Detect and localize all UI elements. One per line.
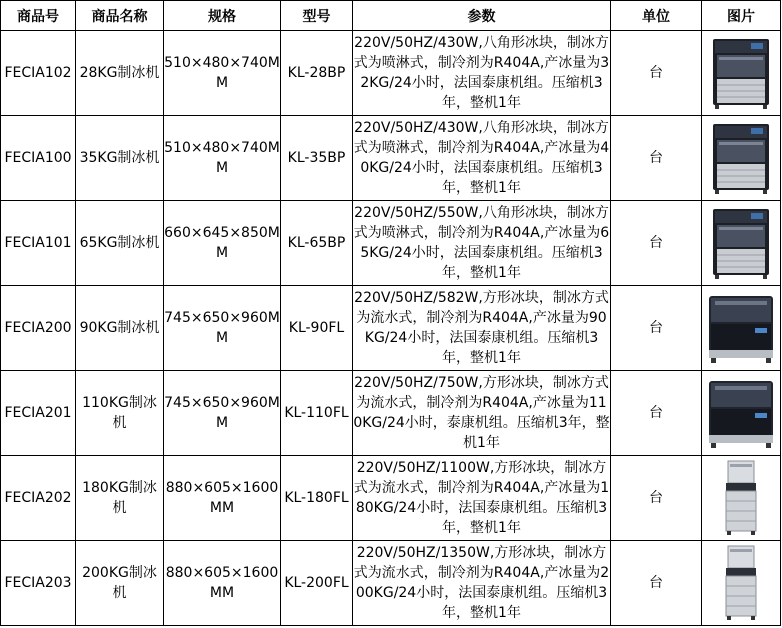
spec-cell: 880×605×1600MM: [164, 456, 281, 541]
wide-ice-maker-icon: [705, 290, 777, 366]
header-product-no: 商品号: [1, 1, 76, 31]
header-product-name: 商品名称: [76, 1, 164, 31]
product-name-cell: 35KG制冰机: [76, 116, 164, 201]
model-cell: KL-35BP: [281, 116, 353, 201]
model-cell: KL-180FL: [281, 456, 353, 541]
table-row: [1, 371, 781, 456]
product-no-cell: FECIA200: [1, 286, 76, 371]
params-cell: 220V/50HZ/430W,八角形冰块，制冰方式为喷淋式，制冷剂为R404A,产冰量为32KG/24小时，法国泰康机组。压缩机3年，整机1年: [353, 31, 611, 116]
product-no-cell: FECIA102: [1, 31, 76, 116]
model-cell: KL-110FL: [281, 371, 353, 456]
spec-cell: 510×480×740MM: [164, 116, 281, 201]
table-row: [1, 31, 781, 116]
product-name-cell: 200KG制冰机: [76, 541, 164, 626]
product-name-cell: 90KG制冰机: [76, 286, 164, 371]
image-cell: [702, 541, 781, 626]
model-cell: KL-28BP: [281, 31, 353, 116]
params-cell: 220V/50HZ/1350W,方形冰块，制冰方式为流水式，制冷剂为R404A,产冰量为200KG/24小时，法国泰康机组。压缩机3年，整机1年: [353, 541, 611, 626]
image-cell: [702, 286, 781, 371]
spec-cell: 745×650×960MM: [164, 286, 281, 371]
unit-cell: 台: [611, 201, 702, 286]
params-cell: 220V/50HZ/750W,方形冰块，制冰方式为流水式，制冷剂为R404A,产冰量为110KG/24小时，泰康机组。压缩机3年，整机1年: [353, 371, 611, 456]
header-params: 参数: [353, 1, 611, 31]
product-no-cell: FECIA100: [1, 116, 76, 201]
undercounter-ice-maker-icon: [707, 35, 775, 111]
product-no-cell: FECIA101: [1, 201, 76, 286]
spec-cell: 660×645×850MM: [164, 201, 281, 286]
undercounter-ice-maker-icon: [707, 205, 775, 281]
wide-ice-maker-icon: [705, 375, 777, 451]
image-cell: [702, 116, 781, 201]
model-cell: KL-90FL: [281, 286, 353, 371]
image-cell: [702, 31, 781, 116]
unit-cell: 台: [611, 116, 702, 201]
header-unit: 单位: [611, 1, 702, 31]
image-cell: [702, 456, 781, 541]
header-image: 图片: [702, 1, 781, 31]
table-row: [1, 201, 781, 286]
product-name-cell: 110KG制冰机: [76, 371, 164, 456]
image-cell: [702, 371, 781, 456]
params-cell: 220V/50HZ/1100W,方形冰块，制冰方式为流水式，制冷剂为R404A,产冰量为180KG/24小时，法国泰康机组。压缩机3年，整机1年: [353, 456, 611, 541]
model-cell: KL-200FL: [281, 541, 353, 626]
table-row: [1, 456, 781, 541]
spec-cell: 745×650×960MM: [164, 371, 281, 456]
params-cell: 220V/50HZ/430W,八角形冰块，制冰方式为喷淋式，制冷剂为R404A,产冰量为40KG/24小时，法国泰康机组。压缩机3年，整机1年: [353, 116, 611, 201]
spec-cell: 880×605×1600MM: [164, 541, 281, 626]
header-row: [1, 1, 781, 31]
product-name-cell: 65KG制冰机: [76, 201, 164, 286]
params-cell: 220V/50HZ/582W,方形冰块，制冰方式为流水式，制冷剂为R404A,产冰量为90KG/24小时，法国泰康机组。压缩机3年，整机1年: [353, 286, 611, 371]
product-no-cell: FECIA202: [1, 456, 76, 541]
header-model: 型号: [281, 1, 353, 31]
product-no-cell: FECIA201: [1, 371, 76, 456]
tall-ice-maker-icon: [716, 544, 766, 622]
product-name-cell: 180KG制冰机: [76, 456, 164, 541]
unit-cell: 台: [611, 371, 702, 456]
image-cell: [702, 201, 781, 286]
params-cell: 220V/50HZ/550W,八角形冰块，制冰方式为喷淋式，制冷剂为R404A,产冰量为65KG/24小时，法国泰康机组。压缩机3年，整机1年: [353, 201, 611, 286]
undercounter-ice-maker-icon: [707, 120, 775, 196]
table-row: [1, 541, 781, 626]
unit-cell: 台: [611, 456, 702, 541]
header-spec: 规格: [164, 1, 281, 31]
spec-cell: 510×480×740MM: [164, 31, 281, 116]
unit-cell: 台: [611, 31, 702, 116]
table-row: [1, 116, 781, 201]
product-no-cell: FECIA203: [1, 541, 76, 626]
table-row: [1, 286, 781, 371]
unit-cell: 台: [611, 541, 702, 626]
product-name-cell: 28KG制冰机: [76, 31, 164, 116]
unit-cell: 台: [611, 286, 702, 371]
tall-ice-maker-icon: [716, 459, 766, 537]
model-cell: KL-65BP: [281, 201, 353, 286]
